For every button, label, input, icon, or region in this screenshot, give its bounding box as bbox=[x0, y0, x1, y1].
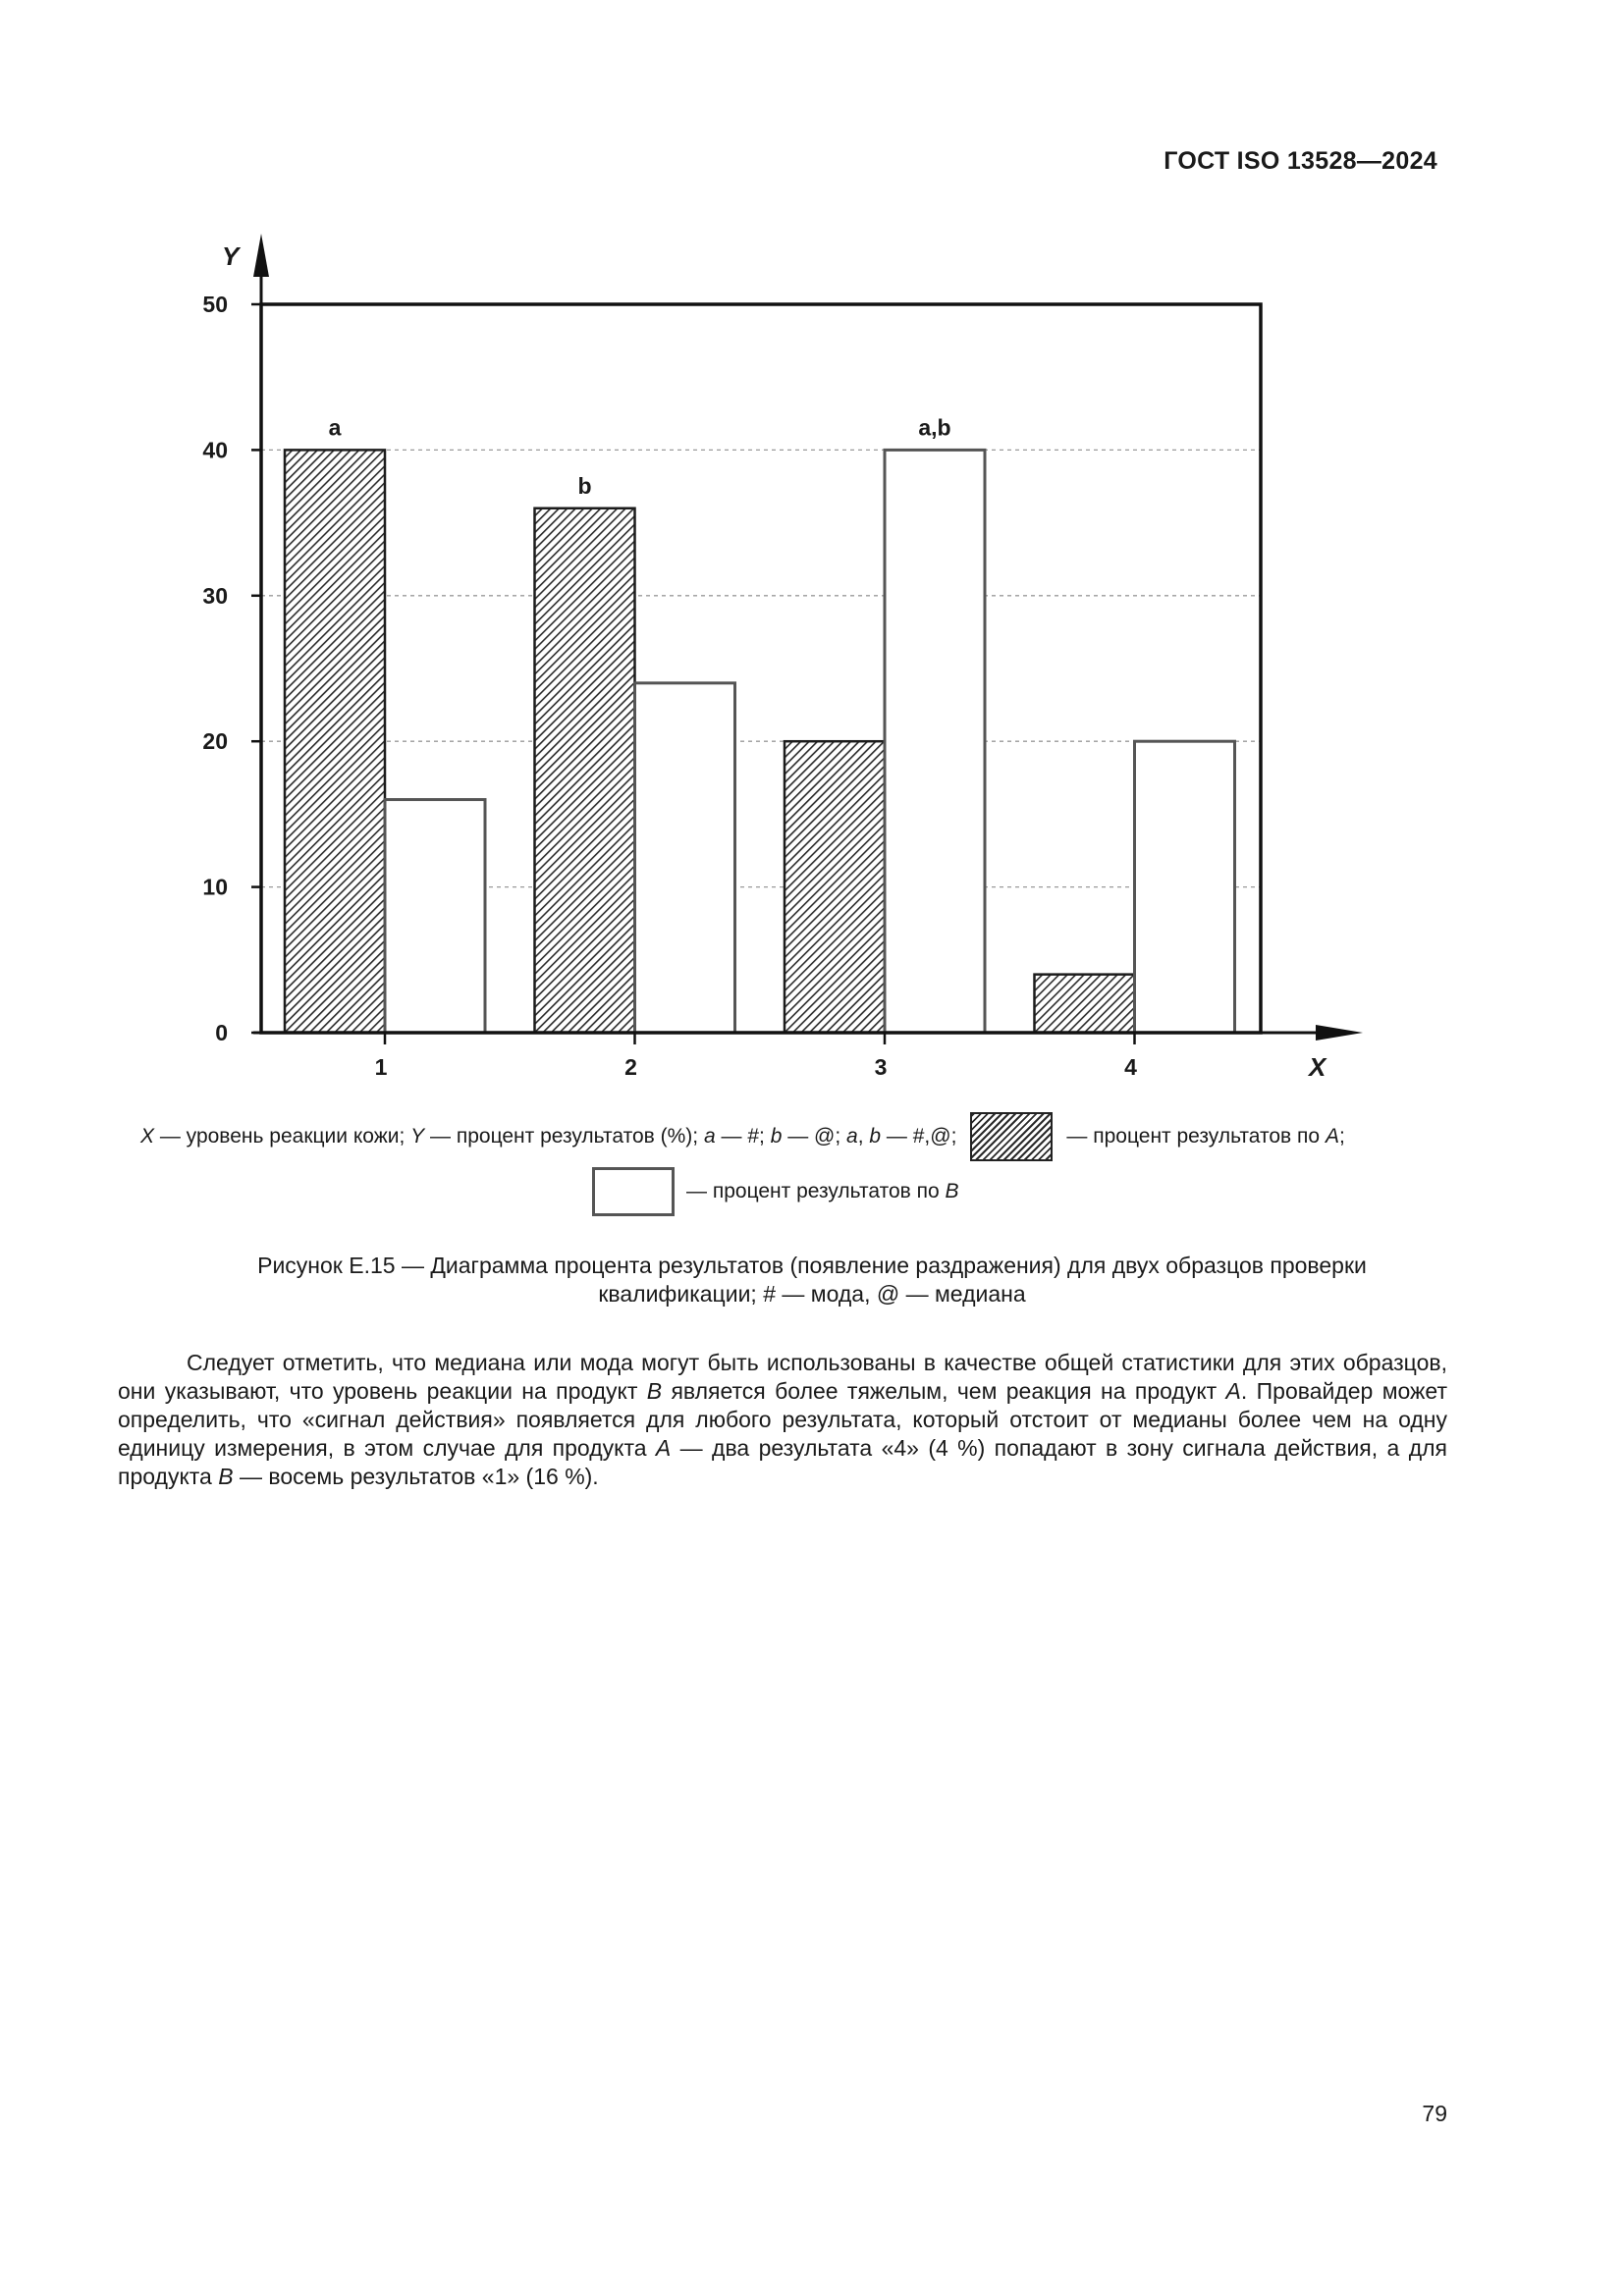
legend-variables: X — уровень реакции кожи; Y — процент результатов (%); a — #; b — @; a, b — #,@; bbox=[140, 1125, 957, 1148]
caption-line-2: квалификации; # — мода, @ — медиана bbox=[598, 1281, 1026, 1307]
y-tick-label-40: 40 bbox=[202, 437, 228, 463]
legend-swatch-a bbox=[970, 1112, 1053, 1161]
bar-a-2 bbox=[535, 508, 635, 1033]
bar-a-3 bbox=[785, 741, 885, 1033]
bar-b-1 bbox=[385, 800, 485, 1033]
y-axis-label: Y bbox=[222, 241, 240, 271]
x-tick-label-1: 1 bbox=[374, 1054, 388, 1080]
document-header: ГОСТ ISO 13528—2024 bbox=[1164, 147, 1437, 175]
y-tick-label-50: 50 bbox=[202, 292, 228, 317]
legend-series-b: — процент результатов по B bbox=[686, 1180, 959, 1202]
body-paragraph: Следует отметить, что медиана или мода могут быть использованы в качестве общей статистики для этих образцов, они указывают, что уровень реакции на продукт B является более тяжелым, чем реакция на продукт A. Провайдер может определить, что «сигнал действия» появляется для любого результата, который отстоит от медианы более чем на одну единицу измерения, в этом случае для продукта A — два результата «4» (4 %) попадают в зону сигнала действия, а для продукта B — восемь результатов «1» (16 %). bbox=[118, 1350, 1447, 1489]
x-axis-label: X bbox=[1309, 1052, 1326, 1082]
y-axis-arrow bbox=[253, 234, 269, 277]
y-tick-label-30: 30 bbox=[202, 582, 228, 609]
x-tick-label-2: 2 bbox=[624, 1054, 637, 1080]
bar-annotation-a-b: a,b bbox=[918, 414, 951, 441]
bar-chart bbox=[0, 0, 1624, 1139]
caption-line-1: Рисунок Е.15 — Диаграмма процента результатов (появление раздражения) для двух образцов проверки bbox=[257, 1253, 1367, 1278]
x-tick-label-3: 3 bbox=[874, 1054, 888, 1080]
legend-swatch-b bbox=[592, 1167, 675, 1216]
y-tick-label-20: 20 bbox=[202, 728, 228, 755]
bar-annotations bbox=[329, 414, 951, 498]
y-tick-label-0: 0 bbox=[215, 1020, 228, 1045]
bar-a-1 bbox=[285, 450, 385, 1033]
bar-b-3 bbox=[885, 450, 985, 1033]
y-tick-label-10: 10 bbox=[202, 874, 228, 900]
legend-row-1 bbox=[140, 1112, 1345, 1161]
legend-series-a: — процент результатов по A; bbox=[1066, 1125, 1345, 1148]
figure-caption bbox=[118, 1252, 1506, 1308]
bar-annotation-b: b bbox=[577, 472, 592, 499]
x-tick-label-4: 4 bbox=[1124, 1054, 1137, 1080]
bar-b-4 bbox=[1135, 741, 1235, 1033]
page-number: 79 bbox=[1422, 2101, 1447, 2126]
bar-a-4 bbox=[1035, 975, 1135, 1033]
bar-b-2 bbox=[635, 683, 735, 1033]
bar-annotation-a: a bbox=[328, 414, 342, 441]
legend-row-2 bbox=[592, 1167, 959, 1216]
x-axis-arrow bbox=[1316, 1025, 1363, 1041]
